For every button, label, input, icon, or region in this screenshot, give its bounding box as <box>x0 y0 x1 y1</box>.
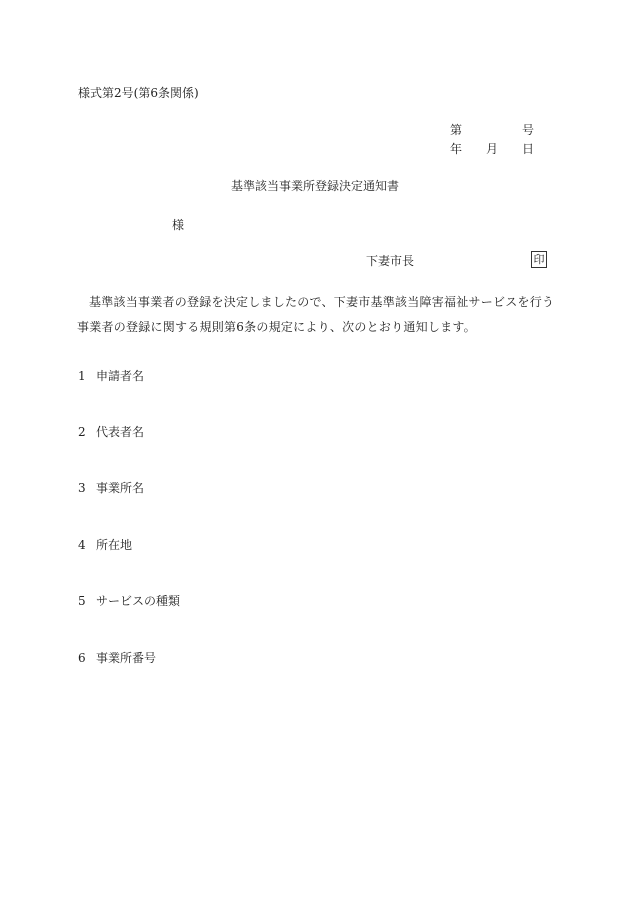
number-suffix: 号 <box>522 123 535 137</box>
item-number: 2 <box>78 425 86 439</box>
item-number: 3 <box>78 481 86 495</box>
item-label: 申請者名 <box>96 369 145 383</box>
date-year: 年 <box>450 142 463 156</box>
item-number: 4 <box>78 538 86 552</box>
date-line <box>450 142 536 156</box>
seal-stamp: 印 <box>531 251 547 268</box>
item-applicant-name <box>78 369 144 383</box>
item-label: 代表者名 <box>96 425 145 439</box>
item-service-type <box>78 594 180 608</box>
item-representative-name <box>78 425 144 439</box>
item-number: 5 <box>78 594 86 608</box>
notice-body-text: 基準該当事業者の登録を決定しましたので、下妻市基準該当障害福祉サービスを行う事業者の登録に関する規則第6条の規定により、次のとおり通知します。 <box>77 295 555 334</box>
item-label: 事業所番号 <box>96 651 157 665</box>
item-number: 6 <box>78 651 86 665</box>
document-title: 基準該当事業所登録決定通知書 <box>230 179 399 193</box>
date-day: 日 <box>522 142 535 156</box>
document-number-line <box>450 123 536 137</box>
date-month: 月 <box>486 142 499 156</box>
item-label: サービスの種類 <box>96 594 181 608</box>
item-label: 事業所名 <box>96 481 145 495</box>
item-office-name <box>78 481 144 495</box>
recipient-honorific: 様 <box>172 218 185 232</box>
number-prefix: 第 <box>450 123 463 137</box>
item-office-number <box>78 651 156 665</box>
issuer-mayor: 下妻市長 <box>366 254 415 268</box>
item-label: 所在地 <box>96 538 133 552</box>
item-location <box>78 538 132 552</box>
item-number: 1 <box>78 369 86 383</box>
form-number-label: 様式第2号(第6条関係) <box>78 86 199 100</box>
